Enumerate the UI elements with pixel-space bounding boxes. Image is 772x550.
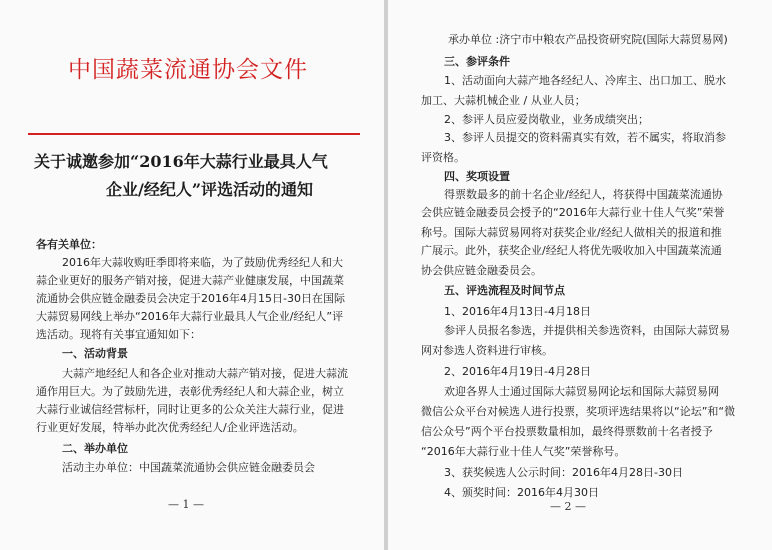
section-line: 通作用巨大。为了鼓励先进，表彰优秀经纪人和大蒜企业，树立 xyxy=(36,385,344,398)
document-page-2 xyxy=(388,0,772,550)
page-number: — 2 — xyxy=(550,500,586,513)
document-page-1 xyxy=(0,0,384,550)
body-line: 参评人员报名参选，并提供相关参选资料，由国际大蒜贸易 xyxy=(444,324,730,337)
section-heading: 五、评选流程及时间节点 xyxy=(444,284,565,297)
intro-line: 大蒜贸易网线上举办“2016年大蒜行业最具人气企业/经纪人”评 xyxy=(36,310,344,323)
body-line: 2、2016年4月19日-4月28日 xyxy=(444,365,591,378)
body-line: 加工、大蒜机械企业 / 从业人员； xyxy=(421,94,586,107)
intro-line: 流通协会供应链金融委员会决定于2016年4月15日-30日在国际 xyxy=(36,292,345,305)
section-line: 大蒜产地经纪人和各企业对推动大蒜产销对接，促进大蒜流 xyxy=(62,367,348,380)
section-line: 大蒜行业诚信经营标杆，同时让更多的公众关注大蒜行业，促进 xyxy=(36,403,344,416)
body-line: 3、获奖候选人公示时间：2016年4月28日-30日 xyxy=(444,466,683,479)
intro-line: 蒜企业更好的服务产销对接，促进大蒜产业健康发展，中国蔬菜 xyxy=(36,274,344,287)
body-line: 会供应链金融委员会授予的“2016年大蒜行业十佳人气奖”荣誉 xyxy=(421,206,725,219)
body-line: 得票数最多的前十名企业/经纪人，将获得中国蔬菜流通协 xyxy=(444,188,723,201)
section-heading: 二、举办单位 xyxy=(62,442,128,455)
section-line: 活动主办单位：中国蔬菜流通协会供应链金融委员会 xyxy=(62,461,315,474)
body-line: 广展示。此外，获奖企业/经纪人将优先吸收加入中国蔬菜流通 xyxy=(421,244,722,257)
intro-line: 选活动。现将有关事宜通知如下： xyxy=(36,328,201,341)
body-line: 评资格。 xyxy=(421,151,465,164)
body-line: 3、参评人员提交的资料需真实有效，若不属实，将取消参 xyxy=(444,131,726,144)
body-line: 1、活动面向大蒜产地各经纪人、冷库主、出口加工、脱水 xyxy=(444,74,726,87)
body-line: 网对参选人资料进行审核。 xyxy=(421,344,553,357)
document-header: 中国蔬菜流通协会文件 xyxy=(68,57,308,83)
section-heading: 四、奖项设置 xyxy=(444,170,510,183)
body-line: 信公众号”两个平台投票数量相加，最终得票数前十名者授予 xyxy=(421,425,713,438)
intro-line: 2016年大蒜收购旺季即将来临，为了鼓励优秀经纪人和大 xyxy=(62,256,343,269)
body-line: 协会供应链金融委员会。 xyxy=(421,264,542,277)
page-number: — 1 — xyxy=(168,498,204,511)
header-rule xyxy=(28,133,360,135)
title-line-2: 企业/经纪人”评选活动的通知 xyxy=(106,180,314,199)
title-line-1: 关于诚邀参加“2016年大蒜行业最具人气 xyxy=(34,152,328,171)
body-line: “2016年大蒜行业十佳人气奖”荣誉称号。 xyxy=(421,445,626,458)
body-line: 欢迎各界人士通过国际大蒜贸易网论坛和国际大蒜贸易网 xyxy=(444,385,719,398)
salutation: 各有关单位： xyxy=(36,238,102,251)
body-line: 4、颁奖时间：2016年4月30日 xyxy=(444,486,599,499)
body-line: 称号。国际大蒜贸易网将对获奖企业/经纪人做相关的报道和推 xyxy=(421,226,722,239)
body-line: 2、参评人员应爱岗敬业，业务成绩突出； xyxy=(444,113,649,126)
body-line: 承办单位 :济宁市中粮农产品投资研究院(国际大蒜贸易网) xyxy=(448,33,728,46)
section-line: 行业更好发展，特举办此次优秀经纪人/企业评选活动。 xyxy=(36,421,304,434)
section-heading: 三、参评条件 xyxy=(444,55,510,68)
body-line: 微信公众平台对候选人进行投票，奖项评选结果将以“论坛”和“微 xyxy=(421,405,736,418)
section-heading: 一、活动背景 xyxy=(62,347,128,360)
body-line: 1、2016年4月13日-4月18日 xyxy=(444,305,591,318)
